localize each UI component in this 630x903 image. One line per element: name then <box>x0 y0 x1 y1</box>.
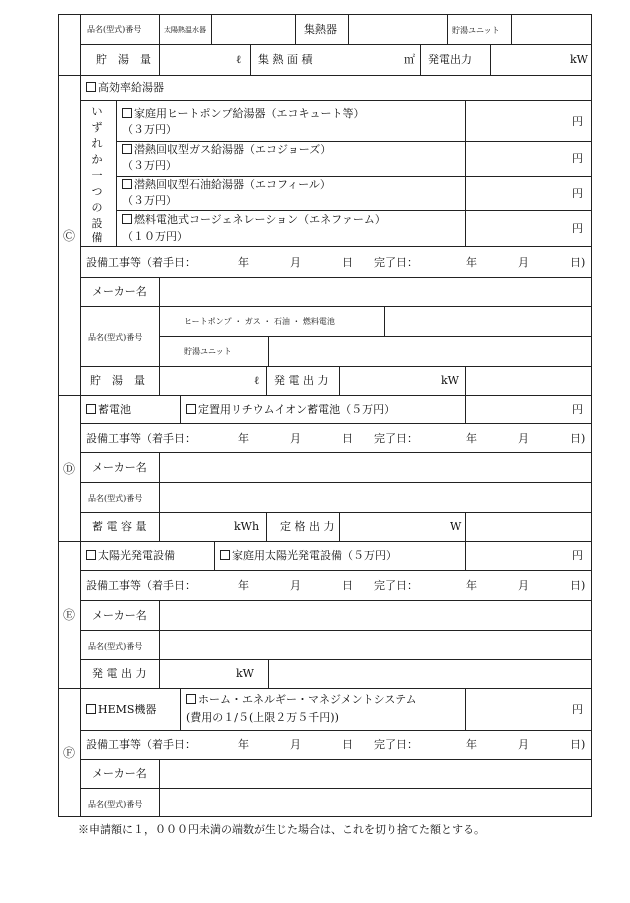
rule <box>211 14 212 44</box>
hems-option-checkbox[interactable] <box>186 692 417 707</box>
yen-unit: 円 <box>572 115 583 128</box>
lithium-battery-option-checkbox[interactable] <box>186 402 395 417</box>
works-end-label: 完了日： <box>374 256 418 269</box>
rule <box>214 541 215 570</box>
checkbox-icon[interactable] <box>122 179 132 189</box>
hems-option-amount: (費用の１/５(上限２万５千円)) <box>186 711 339 724</box>
year-label: 年 <box>466 256 477 269</box>
power-output-label: 発 電 出 力 <box>92 667 147 680</box>
rule <box>465 512 466 541</box>
model-number-label: 品名(型式)番号 <box>88 494 143 503</box>
pick-one-char: ず <box>91 121 103 134</box>
rule <box>266 512 267 541</box>
fuel-cell-option-amount: （１０万円） <box>122 230 188 243</box>
rule <box>80 100 592 101</box>
section-d-mark: Ⓓ <box>63 462 76 476</box>
rule <box>465 541 466 570</box>
rule <box>511 14 512 44</box>
rule <box>80 630 592 631</box>
storage-unit-label: 貯湯ユニット <box>184 347 232 356</box>
collector-area-label: 集 熱 面 積 <box>258 53 313 66</box>
section-divider <box>58 395 592 396</box>
rule <box>80 306 592 307</box>
gas-heater-option-checkbox[interactable] <box>122 142 331 157</box>
liter-unit: ℓ <box>254 374 260 387</box>
checkbox-icon[interactable] <box>186 694 196 704</box>
year-label: 年 <box>238 432 249 445</box>
checkbox-icon[interactable] <box>122 108 132 118</box>
month-label: 月 <box>290 432 301 445</box>
rule <box>465 100 466 246</box>
rule <box>266 366 267 395</box>
oil-heater-option-label: 潜熱回収型石油給湯器（エコフィール） <box>134 178 331 191</box>
rule <box>295 14 296 44</box>
month-label: 月 <box>290 579 301 592</box>
section-c-mark: Ⓒ <box>63 229 76 243</box>
rule <box>465 688 466 730</box>
rule <box>80 277 592 278</box>
rule <box>80 600 592 601</box>
rule <box>159 759 160 817</box>
pick-one-char: か <box>91 153 103 166</box>
year-label: 年 <box>238 738 249 751</box>
rule <box>116 210 592 211</box>
rule <box>159 14 160 75</box>
section-e-mark: Ⓔ <box>63 608 76 622</box>
section-divider <box>58 75 592 76</box>
rule <box>159 336 592 337</box>
works-start-label: 設備工事等（着手日： <box>86 432 196 445</box>
solar-heater-label: 太陽熱温水器 <box>164 26 206 34</box>
rule <box>159 277 160 395</box>
rated-output-label: 定 格 出 力 <box>280 520 335 533</box>
rule <box>465 366 466 395</box>
rule <box>80 759 592 760</box>
checkbox-icon[interactable] <box>86 550 96 560</box>
works-end-label: 完了日： <box>374 579 418 592</box>
day-label: 日) <box>570 432 586 445</box>
year-label: 年 <box>238 256 249 269</box>
yen-unit: 円 <box>572 703 583 716</box>
day-label: 日 <box>342 579 353 592</box>
power-output-label: 発 電 出 力 <box>274 374 329 387</box>
storage-amount-label: 貯 湯 量 <box>96 53 151 66</box>
month-label: 月 <box>290 256 301 269</box>
gas-heater-option-label: 潜熱回収型ガス給湯器（エコジョーズ） <box>134 143 332 156</box>
collector-label: 集熱器 <box>304 23 337 36</box>
section-divider <box>58 541 592 542</box>
oil-heater-option-amount: （３万円） <box>122 194 177 207</box>
heat-pump-option-amount: （３万円） <box>122 123 177 136</box>
yen-unit: 円 <box>572 152 583 165</box>
maker-name-label: メーカー名 <box>92 461 147 474</box>
kw-unit: kW <box>236 667 254 680</box>
checkbox-icon[interactable] <box>122 144 132 154</box>
works-start-label: 設備工事等（着手日： <box>86 738 196 751</box>
kwh-unit: kWh <box>234 520 260 533</box>
rule <box>339 512 340 541</box>
storage-amount-label: 貯 湯 量 <box>90 374 145 387</box>
day-label: 日 <box>342 256 353 269</box>
rule <box>180 688 181 730</box>
oil-heater-option-checkbox[interactable] <box>122 177 331 192</box>
pick-one-char: 備 <box>91 231 103 244</box>
home-solar-option-checkbox[interactable] <box>220 548 397 563</box>
pick-one-char: 一 <box>91 169 103 182</box>
rule <box>80 788 592 789</box>
heater-types-label: ヒートポンプ ・ ガス ・ 石油 ・ 燃料電池 <box>184 317 335 326</box>
rule <box>447 14 448 44</box>
pick-one-char: の <box>91 201 103 214</box>
yen-unit: 円 <box>572 222 583 235</box>
model-label: 品名(型式)番号 <box>87 25 142 34</box>
rule <box>465 395 466 423</box>
checkbox-icon[interactable] <box>122 214 132 224</box>
section-column-divider <box>80 14 81 817</box>
hems-option-label: ホーム・エネルギー・マネジメントシステム <box>198 693 417 706</box>
rule <box>268 659 269 688</box>
yen-unit: 円 <box>572 187 583 200</box>
rule <box>80 452 592 453</box>
rule <box>80 570 592 571</box>
checkbox-icon[interactable] <box>220 550 230 560</box>
rule <box>80 366 592 367</box>
rule <box>80 44 592 45</box>
kw-unit: kW <box>441 374 459 387</box>
rule <box>80 512 592 513</box>
yen-unit: 円 <box>572 549 583 562</box>
storage-unit-label: 貯湯ユニット <box>452 26 500 35</box>
pick-one-char: い <box>91 105 103 118</box>
day-label: 日) <box>570 738 586 751</box>
checkbox-icon[interactable] <box>86 704 96 714</box>
day-label: 日 <box>342 738 353 751</box>
year-label: 年 <box>466 738 477 751</box>
model-number-label: 品名(型式)番号 <box>88 333 143 342</box>
section-f-mark: Ⓕ <box>63 746 76 760</box>
rule <box>250 44 251 75</box>
year-label: 年 <box>238 579 249 592</box>
month-label: 月 <box>518 738 529 751</box>
maker-name-label: メーカー名 <box>92 767 147 780</box>
rule <box>420 44 421 75</box>
battery-checkbox[interactable] <box>86 402 131 417</box>
battery-label: 蓄電池 <box>98 403 131 416</box>
hems-checkbox[interactable] <box>86 702 156 717</box>
rule <box>490 44 491 75</box>
kw-unit: kW <box>570 53 588 66</box>
rule <box>80 482 592 483</box>
heat-pump-option-checkbox[interactable] <box>122 106 365 121</box>
rule <box>180 395 181 423</box>
power-output-label: 発電出力 <box>428 53 472 66</box>
maker-name-label: メーカー名 <box>92 285 147 298</box>
rule <box>339 366 340 395</box>
footnote: ※申請額に１，０００円未満の端数が生じた場合は、これを切り捨てた額とする。 <box>78 823 485 836</box>
year-label: 年 <box>466 432 477 445</box>
checkbox-icon[interactable] <box>86 404 96 414</box>
rule <box>80 246 592 247</box>
yen-unit: 円 <box>572 403 583 416</box>
works-start-label: 設備工事等（着手日： <box>86 579 196 592</box>
pick-one-char: れ <box>91 137 103 150</box>
high-efficiency-heater-checkbox[interactable] <box>86 80 164 95</box>
day-label: 日) <box>570 579 586 592</box>
rule <box>384 306 385 336</box>
rule <box>268 336 269 366</box>
sqm-unit: ㎡ <box>404 53 415 66</box>
works-end-label: 完了日： <box>374 432 418 445</box>
checkbox-icon[interactable] <box>86 82 96 92</box>
rule <box>80 730 592 731</box>
home-solar-option-label: 家庭用太陽光発電設備（５万円） <box>232 549 397 562</box>
liter-unit: ℓ <box>236 53 242 66</box>
gas-heater-option-amount: （３万円） <box>122 159 177 172</box>
hems-label: HEMS機器 <box>98 703 157 716</box>
solar-power-checkbox[interactable] <box>86 548 175 563</box>
works-start-label: 設備工事等（着手日： <box>86 256 196 269</box>
heat-pump-option-label: 家庭用ヒートポンプ給湯器（エコキュート等） <box>134 107 365 120</box>
rule <box>348 14 349 44</box>
solar-power-label: 太陽光発電設備 <box>98 549 175 562</box>
maker-name-label: メーカー名 <box>92 609 147 622</box>
rule <box>80 659 592 660</box>
model-number-label: 品名(型式)番号 <box>88 642 143 651</box>
high-efficiency-heater-label: 高効率給湯器 <box>98 81 164 94</box>
rule <box>159 452 160 541</box>
capacity-label: 蓄 電 容 量 <box>92 520 147 533</box>
day-label: 日 <box>342 432 353 445</box>
rule <box>116 100 117 246</box>
checkbox-icon[interactable] <box>186 404 196 414</box>
month-label: 月 <box>518 432 529 445</box>
model-number-label: 品名(型式)番号 <box>88 800 143 809</box>
day-label: 日) <box>570 256 586 269</box>
rule <box>159 600 160 688</box>
works-end-label: 完了日： <box>374 738 418 751</box>
month-label: 月 <box>290 738 301 751</box>
watt-unit: W <box>450 520 462 533</box>
fuel-cell-option-checkbox[interactable] <box>122 212 386 227</box>
section-divider <box>58 688 592 689</box>
month-label: 月 <box>518 256 529 269</box>
rule <box>80 423 592 424</box>
lithium-battery-option-label: 定置用リチウムイオン蓄電池（５万円） <box>198 403 396 416</box>
year-label: 年 <box>466 579 477 592</box>
month-label: 月 <box>518 579 529 592</box>
pick-one-char: 設 <box>91 217 103 230</box>
fuel-cell-option-label: 燃料電池式コージェネレーション（エネファーム） <box>134 213 386 226</box>
pick-one-char: つ <box>91 185 103 198</box>
